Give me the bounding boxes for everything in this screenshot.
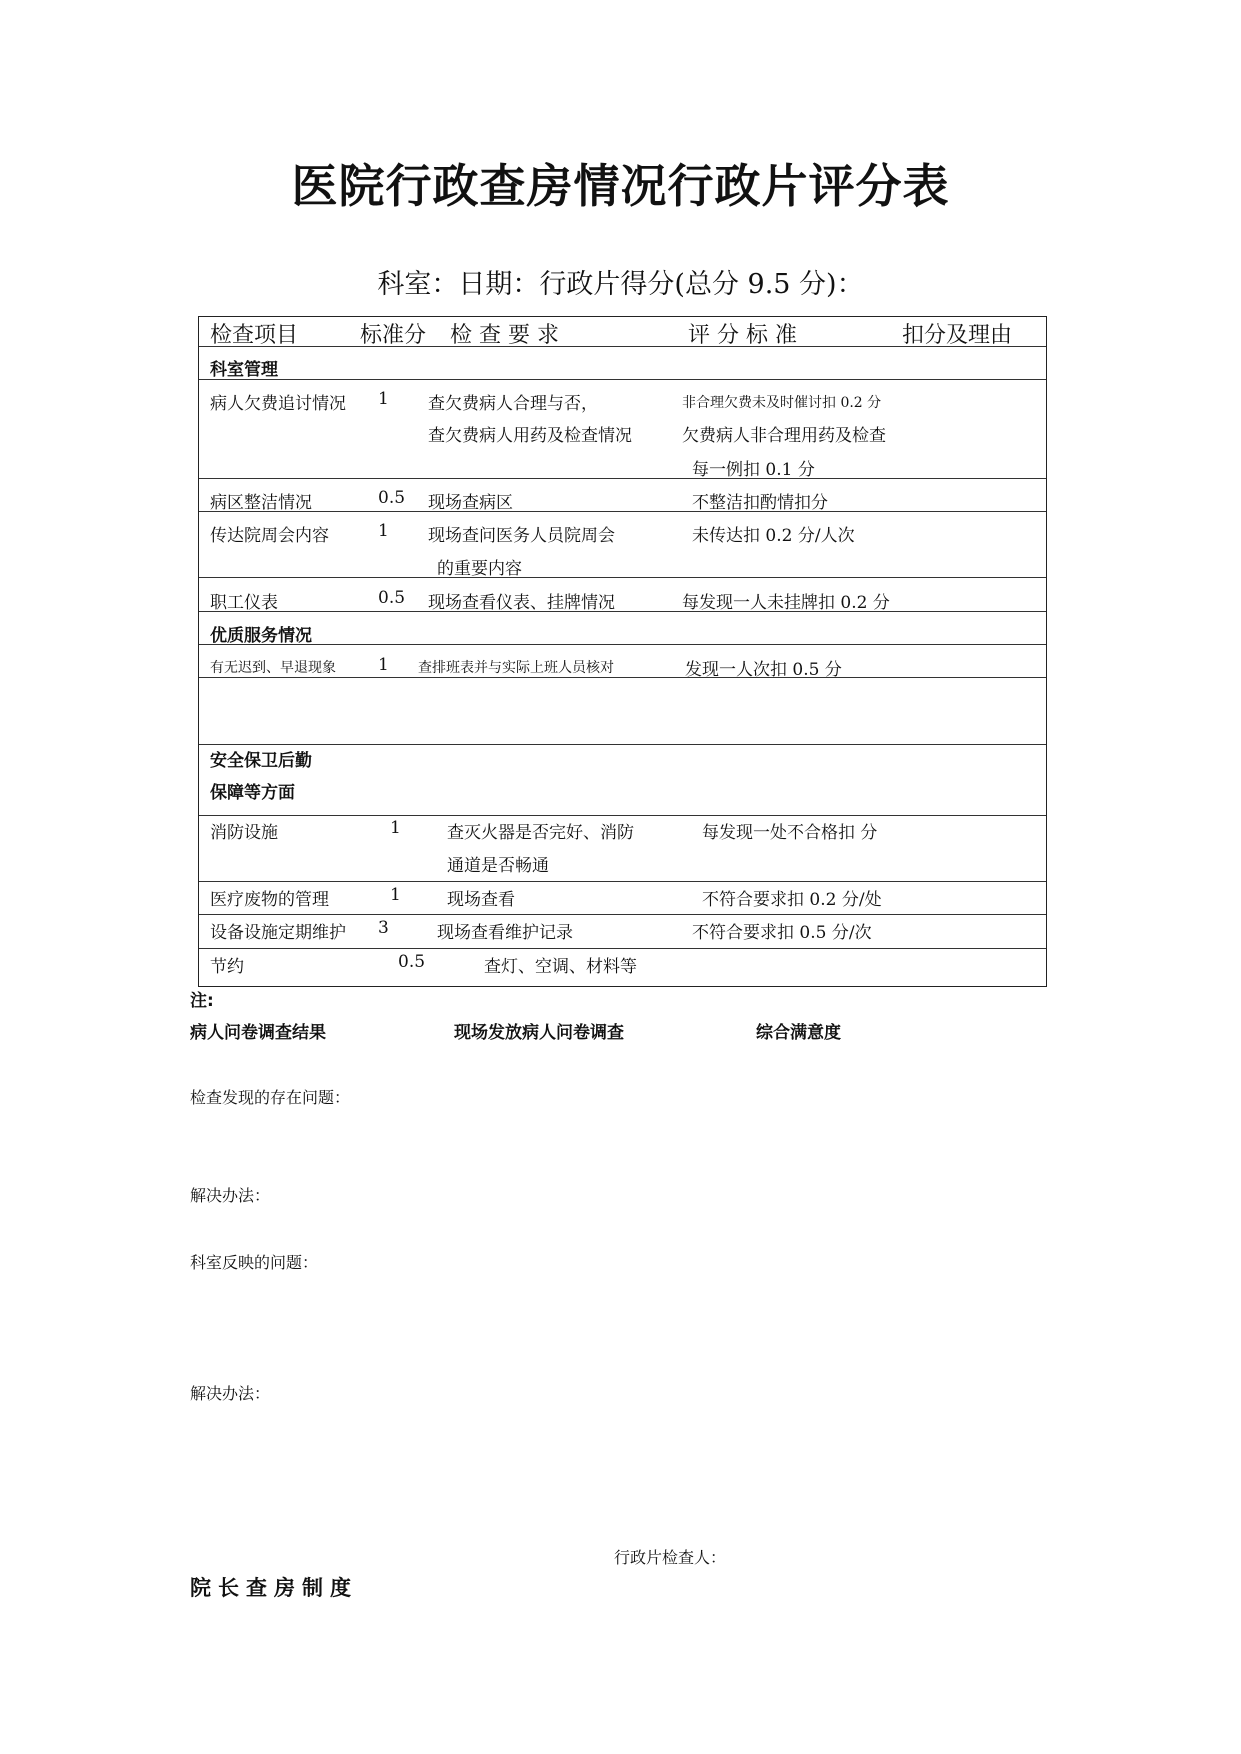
row-item: 有无迟到、早退现象 bbox=[210, 660, 336, 676]
field-inspector: 行政片检查人： bbox=[614, 1548, 727, 1567]
row-item: 职工仪表 bbox=[210, 593, 278, 613]
row-item: 传达院周会内容 bbox=[210, 526, 329, 546]
row-score: 1 bbox=[390, 885, 401, 905]
row-requirement: 现场查看维护记录 bbox=[437, 923, 573, 943]
row-requirement: 现场查看 bbox=[447, 890, 515, 910]
row-criteria: 非合理欠费未及时催讨扣 0.2 分 bbox=[682, 395, 882, 411]
row-criteria: 欠费病人非合理用药及检查 bbox=[682, 426, 886, 446]
section-security-logistics: 保障等方面 bbox=[210, 783, 295, 803]
row-score: 1 bbox=[378, 655, 389, 675]
row-criteria: 不整洁扣酌情扣分 bbox=[692, 493, 828, 513]
field-dept-feedback: 科室反映的问题： bbox=[190, 1253, 319, 1272]
row-criteria: 不符合要求扣 0.2 分/处 bbox=[702, 890, 882, 910]
notes-satisfaction: 综合满意度 bbox=[756, 1023, 841, 1043]
row-criteria: 不符合要求扣 0.5 分/次 bbox=[692, 923, 872, 943]
row-requirement: 的重要内容 bbox=[437, 559, 522, 579]
row-requirement: 查欠费病人合理与否， bbox=[428, 394, 598, 414]
header-criteria: 评 分 标 准 bbox=[688, 323, 797, 348]
page-subtitle: 科室：日期：行政片得分(总分 9.5 分)： bbox=[377, 269, 864, 300]
page-title: 医院行政查房情况行政片评分表 bbox=[291, 159, 950, 213]
row-score: 3 bbox=[378, 918, 389, 938]
row-item: 消防设施 bbox=[210, 823, 278, 843]
row-criteria: 每发现一处不合格扣 分 bbox=[702, 823, 878, 843]
header-score: 标准分 bbox=[360, 323, 427, 348]
section-security-logistics: 安全保卫后勤 bbox=[210, 751, 312, 771]
row-requirement: 查欠费病人用药及检查情况 bbox=[428, 426, 632, 446]
policy-title: 院长查房制度 bbox=[190, 1576, 358, 1600]
row-requirement: 查灭火器是否完好、消防 bbox=[447, 823, 634, 843]
row-requirement: 查灯、空调、材料等 bbox=[484, 957, 637, 977]
row-requirement: 查排班表并与实际上班人员核对 bbox=[418, 660, 614, 676]
row-score: 0.5 bbox=[398, 952, 426, 972]
section-quality-service: 优质服务情况 bbox=[210, 626, 312, 646]
row-requirement: 现场查问医务人员院周会 bbox=[428, 526, 615, 546]
notes-label: 注: bbox=[190, 991, 214, 1011]
row-score: 1 bbox=[378, 521, 389, 541]
header-requirement: 检 查 要 求 bbox=[450, 323, 559, 348]
row-score: 0.5 bbox=[378, 588, 406, 608]
field-solution: 解决办法： bbox=[190, 1384, 271, 1403]
row-item: 设备设施定期维护 bbox=[210, 923, 346, 943]
row-criteria: 未传达扣 0.2 分/人次 bbox=[692, 526, 855, 546]
section-dept-management: 科室管理 bbox=[210, 360, 278, 380]
row-criteria: 发现一人次扣 0.5 分 bbox=[685, 660, 842, 680]
field-solution: 解决办法： bbox=[190, 1186, 271, 1205]
row-item: 节约 bbox=[210, 957, 244, 977]
row-item: 医疗废物的管理 bbox=[210, 890, 329, 910]
notes-survey-onsite: 现场发放病人问卷调查 bbox=[454, 1023, 624, 1043]
row-score: 0.5 bbox=[378, 488, 406, 508]
row-requirement: 通道是否畅通 bbox=[447, 856, 549, 876]
row-requirement: 现场查看仪表、挂牌情况 bbox=[428, 593, 615, 613]
row-criteria: 每发现一人未挂牌扣 0.2 分 bbox=[682, 593, 890, 613]
row-requirement: 现场查病区 bbox=[428, 493, 513, 513]
row-item: 病区整洁情况 bbox=[210, 493, 312, 513]
row-score: 1 bbox=[378, 389, 389, 409]
notes-survey-result: 病人问卷调查结果 bbox=[190, 1023, 326, 1043]
header-item: 检查项目 bbox=[210, 323, 299, 348]
header-deduction: 扣分及理由 bbox=[902, 323, 1013, 348]
row-item: 病人欠费追讨情况 bbox=[210, 394, 346, 414]
row-criteria: 每一例扣 0.1 分 bbox=[692, 460, 815, 480]
field-problems-found: 检查发现的存在问题： bbox=[190, 1088, 351, 1107]
row-score: 1 bbox=[390, 818, 401, 838]
